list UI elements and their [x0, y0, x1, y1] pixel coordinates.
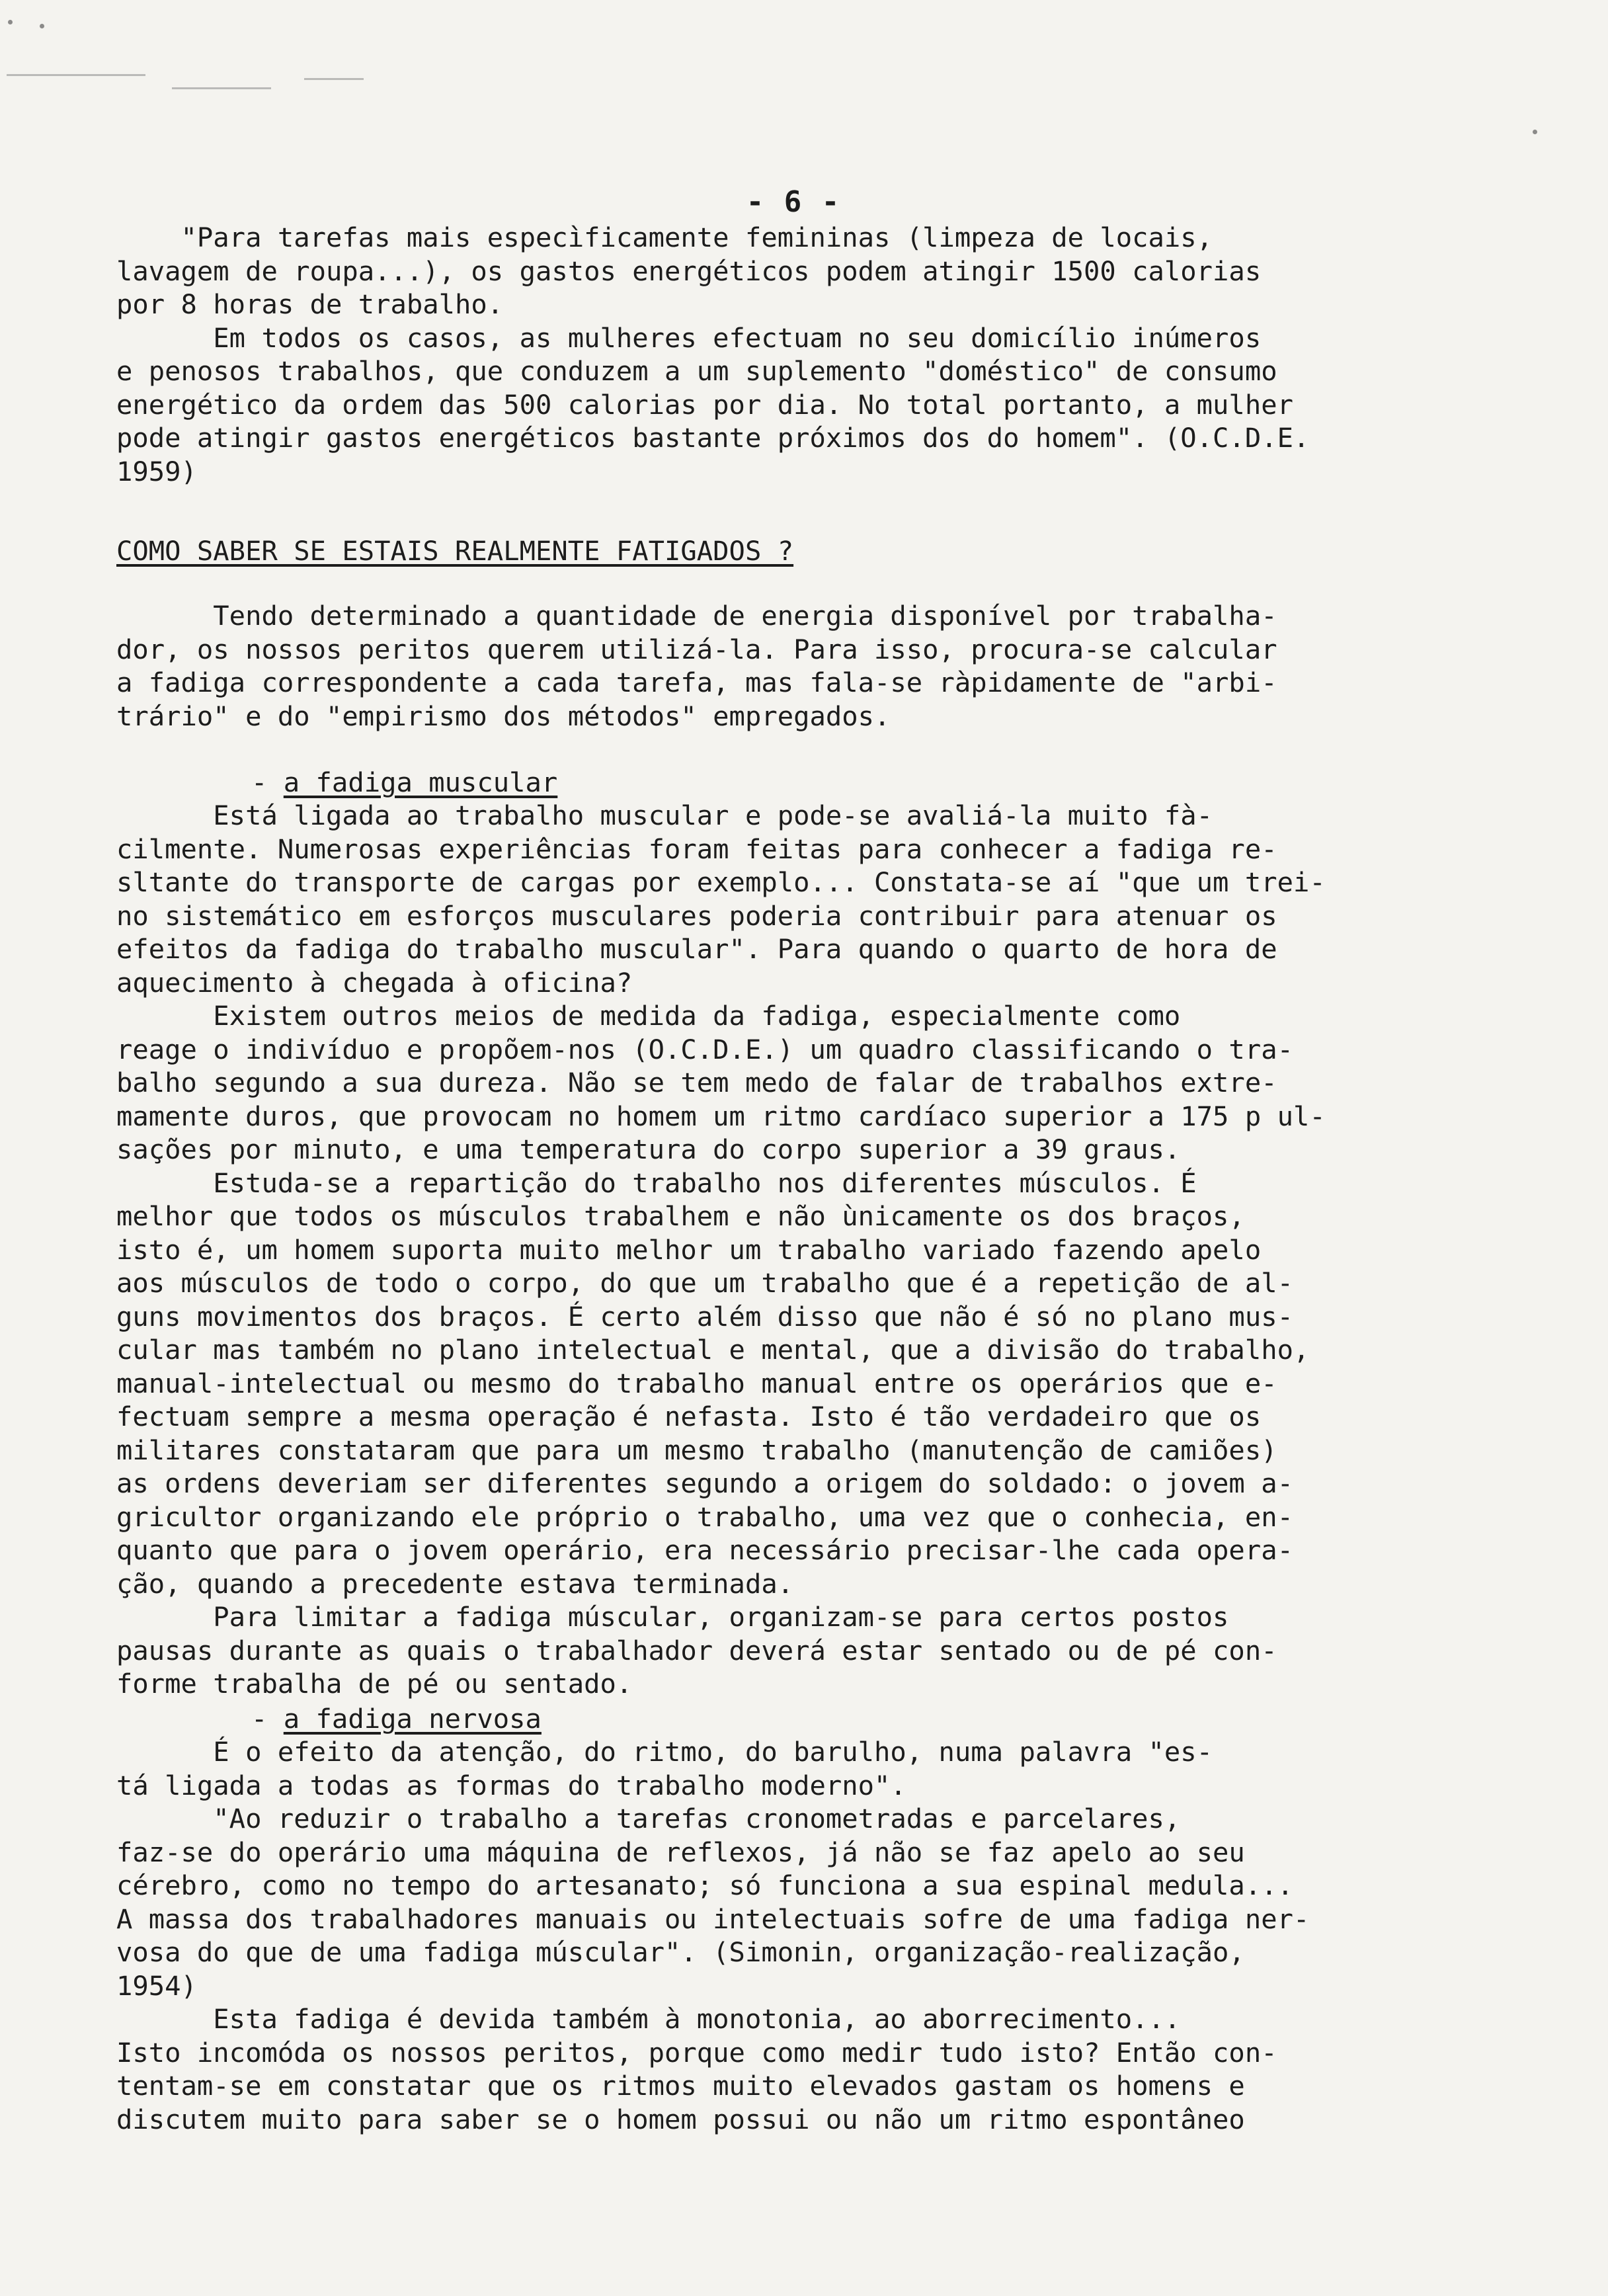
scan-artifact-line — [172, 87, 271, 89]
subheading-nervous-fatigue — [251, 1702, 542, 1736]
scan-artifact-dot — [1533, 130, 1537, 134]
subheading-dash: - — [251, 766, 284, 798]
subheading-title: a fadiga muscular — [283, 766, 558, 798]
paragraph-female-energy: "Para tarefas mais especìficamente femininas (limpeza de locais, lavagem de roupa...), os gastos energéticos podem atingir 1500 calorias por 8 horas de trabalho. Em todos os casos, as mulheres efectuam no seu domicílio inúmeros e penosos trabalhos, que conduzem a um suplemento "doméstico" de consumo energético da ordem das 500 calorias por dia. No total portanto, a mulher pode atingir gastos energéticos bastante próximos dos do homem". (O.C.D.E. 1959) — [116, 222, 1310, 487]
page-number: - 6 - — [746, 185, 841, 219]
scan-artifact-line — [304, 78, 364, 80]
scan-artifact-line — [7, 74, 145, 76]
subheading-title: a fadiga nervosa — [283, 1703, 542, 1735]
scan-artifact-dot — [8, 20, 13, 24]
section-heading: COMO SABER SE ESTAIS REALMENTE FATIGADOS ? — [116, 535, 794, 567]
subheading-dash: - — [251, 1703, 284, 1735]
paragraph-monotony: Esta fadiga é devida também à monotonia, ao aborrecimento... Isto incomóda os nossos peritos, porque como medir tudo isto? Então con- tentam-se em constatar que os ritmos muito elevados gastam os homens e discutem muito para saber se o homem possui ou não um ritmo espontâneo — [116, 2003, 1277, 2135]
paragraph-nervous-fatigue: É o efeito da atenção, do ritmo, do barulho, numa palavra "es- tá ligada a todas as formas do trabalho moderno". "Ao reduzir o trabalho a tarefas cronometradas e parcelares, faz-se do operário uma máquina de reflexos, já não se faz apelo ao seu cérebro, como no tempo do artesanato; só funciona a sua espinal medula... A massa dos trabalhadores manuais ou intelectuais sofre de uma fadiga ner- vosa do que de uma fadiga múscular". (Simonin, organização-realização, 1954) — [116, 1736, 1310, 2002]
subheading-muscular-fatigue — [251, 766, 557, 800]
paragraph-intro: Tendo determinado a quantidade de energia disponível por trabalha- dor, os nossos peritos querem utilizá-la. Para isso, procura-se calcular a fadiga correspondente a cada tarefa, mas fala-se ràpidamente de "arbi- trário" e do "empirismo dos métodos" empregados. — [116, 600, 1277, 732]
paragraph-muscular-fatigue: Está ligada ao trabalho muscular e pode-se avaliá-la muito fà- cilmente. Numerosas experiências foram feitas para conhecer a fadiga re- sltante do transporte de cargas por exemplo... Constata-se aí "que um trei- no sistemático em esforços musculares poderia contribuir para atenuar os efeitos da fadiga do trabalho muscular". Para quando o quarto de hora de aquecimento à chegada à oficina? Existem outros meios de medida da fadiga, especialmente como reage o indivíduo e propõem-nos (O.C.D.E.) um quadro classificando o tra- balho segundo a sua dureza. Não se tem medo de falar de trabalhos extre- mamente duros, que provocam no homem um ritmo cardíaco superior a 175 p ul- sações por minuto, e uma temperatura do corpo superior a 39 graus. Estuda-se a repartição do trabalho nos diferentes músculos. É melhor que todos os músculos trabalhem e não ùnicamente os dos braços, isto é, um homem suporta muito melhor um trabalho variado fazendo apelo aos músculos de todo o corpo, do que um trabalho que é a repetição de al- guns movimentos dos braços. É certo além disso que não é só no plano mus- cular mas também no plano intelectual e mental, que a divisão do trabalho, manual-intelectual ou mesmo do trabalho manual entre os operários que e- fectuam sempre a mesma operação é nefasta. Isto é tão verdadeiro que os militares constataram que para um mesmo trabalho (manutenção de camiões) as ordens deveriam ser diferentes segundo a origem do soldado: o jovem a- gricultor organizando ele próprio o trabalho, uma vez que o conhecia, en- quanto que para o jovem operário, era necessário precisar-lhe cada opera- ção, quando a precedente estava terminada. Para limitar a fadiga múscular, organizam-se para certos postos pausas durante as quais o trabalhador deverá estar sentado ou de pé con- forme trabalha de pé ou sentado. — [116, 800, 1326, 1700]
scan-artifact-dot — [40, 24, 44, 28]
